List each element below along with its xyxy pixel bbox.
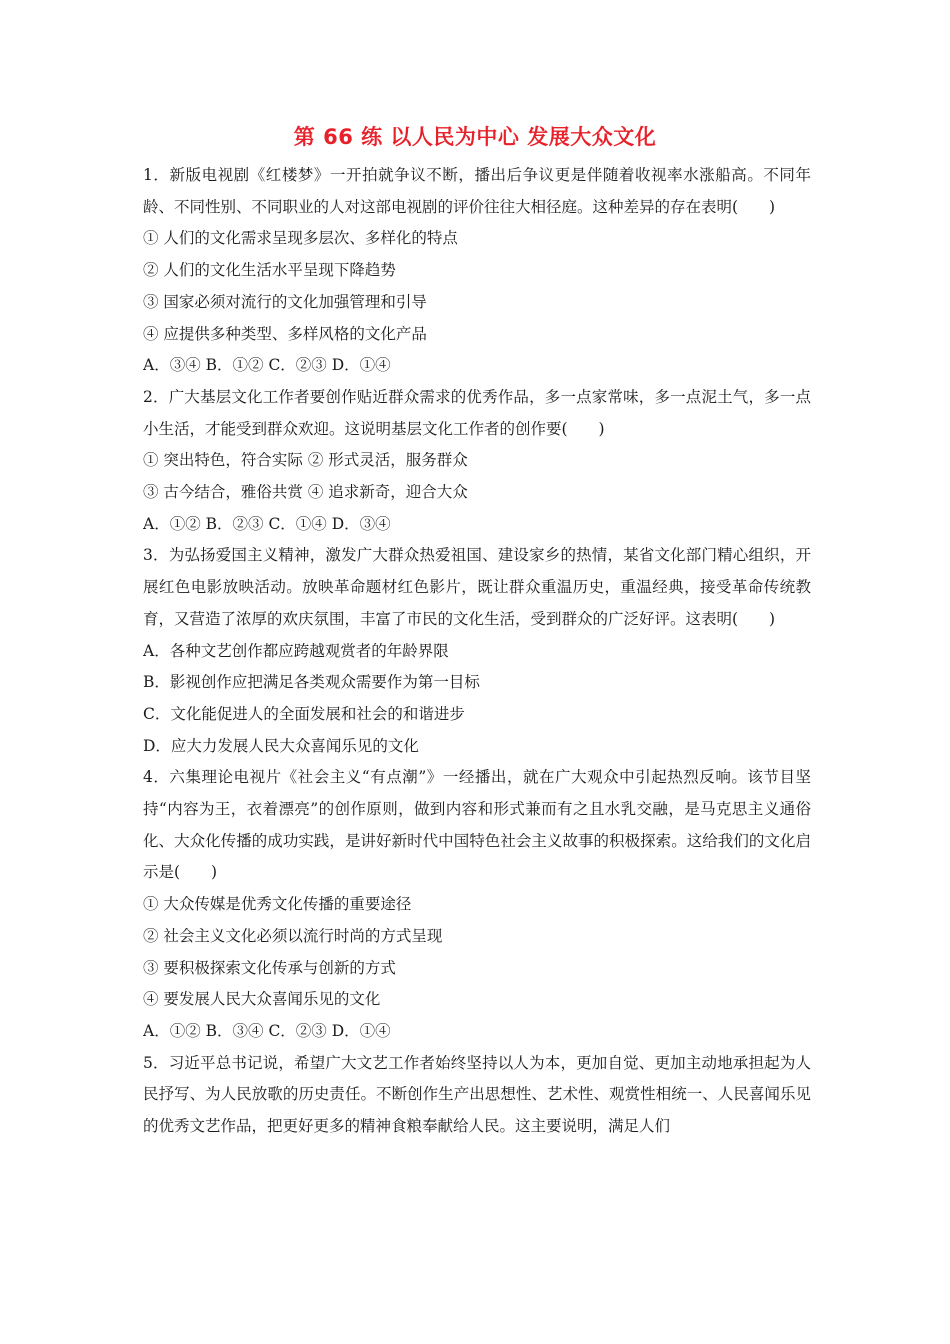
answer-choices: A．①② B．②③ C．①④ D．③④ (143, 514, 391, 533)
question-5 (143, 1048, 811, 1143)
question-4 (143, 762, 811, 1047)
question-option: ④ 应提供多种类型、多样风格的文化产品 (143, 324, 427, 343)
answer-choices: A．①② B．③④ C．②③ D．①④ (143, 1021, 391, 1040)
question-option: ② 人们的文化生活水平呈现下降趋势 (143, 261, 396, 280)
question-option: ④ 要发展人民大众喜闻乐见的文化 (143, 990, 381, 1009)
question-option: D．应大力发展人民大众喜闻乐见的文化 (143, 736, 419, 755)
question-stem: 3．为弘扬爱国主义精神，激发广大群众热爱祖国、建设家乡的热情，某省文化部门精心组织，开展红色电影放映活动。放映革命题材红色影片，既让群众重温历史，重温经典，接受革命传统教育，又营造了浓厚的欢庆氛围，丰富了市民的文化生活，受到群众的广泛好评。这表明( ) (143, 546, 811, 628)
answer-choices: A．③④ B．①② C．②③ D．①④ (143, 356, 391, 375)
question-option: ② 社会主义文化必须以流行时尚的方式呈现 (143, 926, 443, 945)
question-option: B．影视创作应把满足各类观众需要作为第一目标 (143, 673, 480, 692)
question-1 (143, 160, 811, 382)
question-stem: 1．新版电视剧《红楼梦》一开拍就争议不断，播出后争议更是伴随着收视率水涨船高。不同年龄、不同性别、不同职业的人对这部电视剧的评价往往大相径庭。这种差异的存在表明( ) (143, 166, 811, 216)
question-stem: 2．广大基层文化工作者要创作贴近群众需求的优秀作品，多一点家常味，多一点泥土气，多一点小生活，才能受到群众欢迎。这说明基层文化工作者的创作要( ) (143, 387, 811, 438)
question-option: ① 突出特色，符合实际 ② 形式灵活，服务群众 (143, 451, 468, 470)
question-option: ③ 国家必须对流行的文化加强管理和引导 (143, 292, 427, 311)
question-option: ③ 古今结合，雅俗共赏 ④ 追求新奇，迎合大众 (143, 483, 468, 502)
question-option: A．各种文艺创作都应跨越观赏者的年龄界限 (143, 641, 449, 660)
question-list (143, 160, 811, 1143)
question-2 (143, 382, 811, 541)
question-stem: 5．习近平总书记说，希望广大文艺工作者始终坚持以人为本，更加自觉、更加主动地承担起为人民抒写、为人民放歌的历史责任。不断创作生产出思想性、艺术性、观赏性相统一、人民喜闻乐见的优秀文艺作品，把更好更多的精神食粮奉献给人民。这主要说明，满足人们 (143, 1053, 811, 1136)
question-option: ① 大众传媒是优秀文化传播的重要途径 (143, 895, 412, 914)
question-stem: 4．六集理论电视片《社会主义“有点潮”》一经播出，就在广大观众中引起热烈反响。该节目坚持“内容为王，衣着漂亮”的创作原则，做到内容和形式兼而有之且水乳交融，是马克思主义通俗化、大众化传播的成功实践，是讲好新时代中国特色社会主义故事的积极探索。这给我们的文化启示是( ) (143, 768, 811, 882)
question-option: C．文化能促进人的全面发展和社会的和谐进步 (143, 704, 465, 723)
question-option: ③ 要积极探索文化传承与创新的方式 (143, 958, 396, 977)
question-option: ① 人们的文化需求呈现多层次、多样化的特点 (143, 229, 458, 248)
question-3 (143, 540, 811, 762)
document-title: 第 66 练 以人民为中心 发展大众文化 (293, 125, 657, 149)
